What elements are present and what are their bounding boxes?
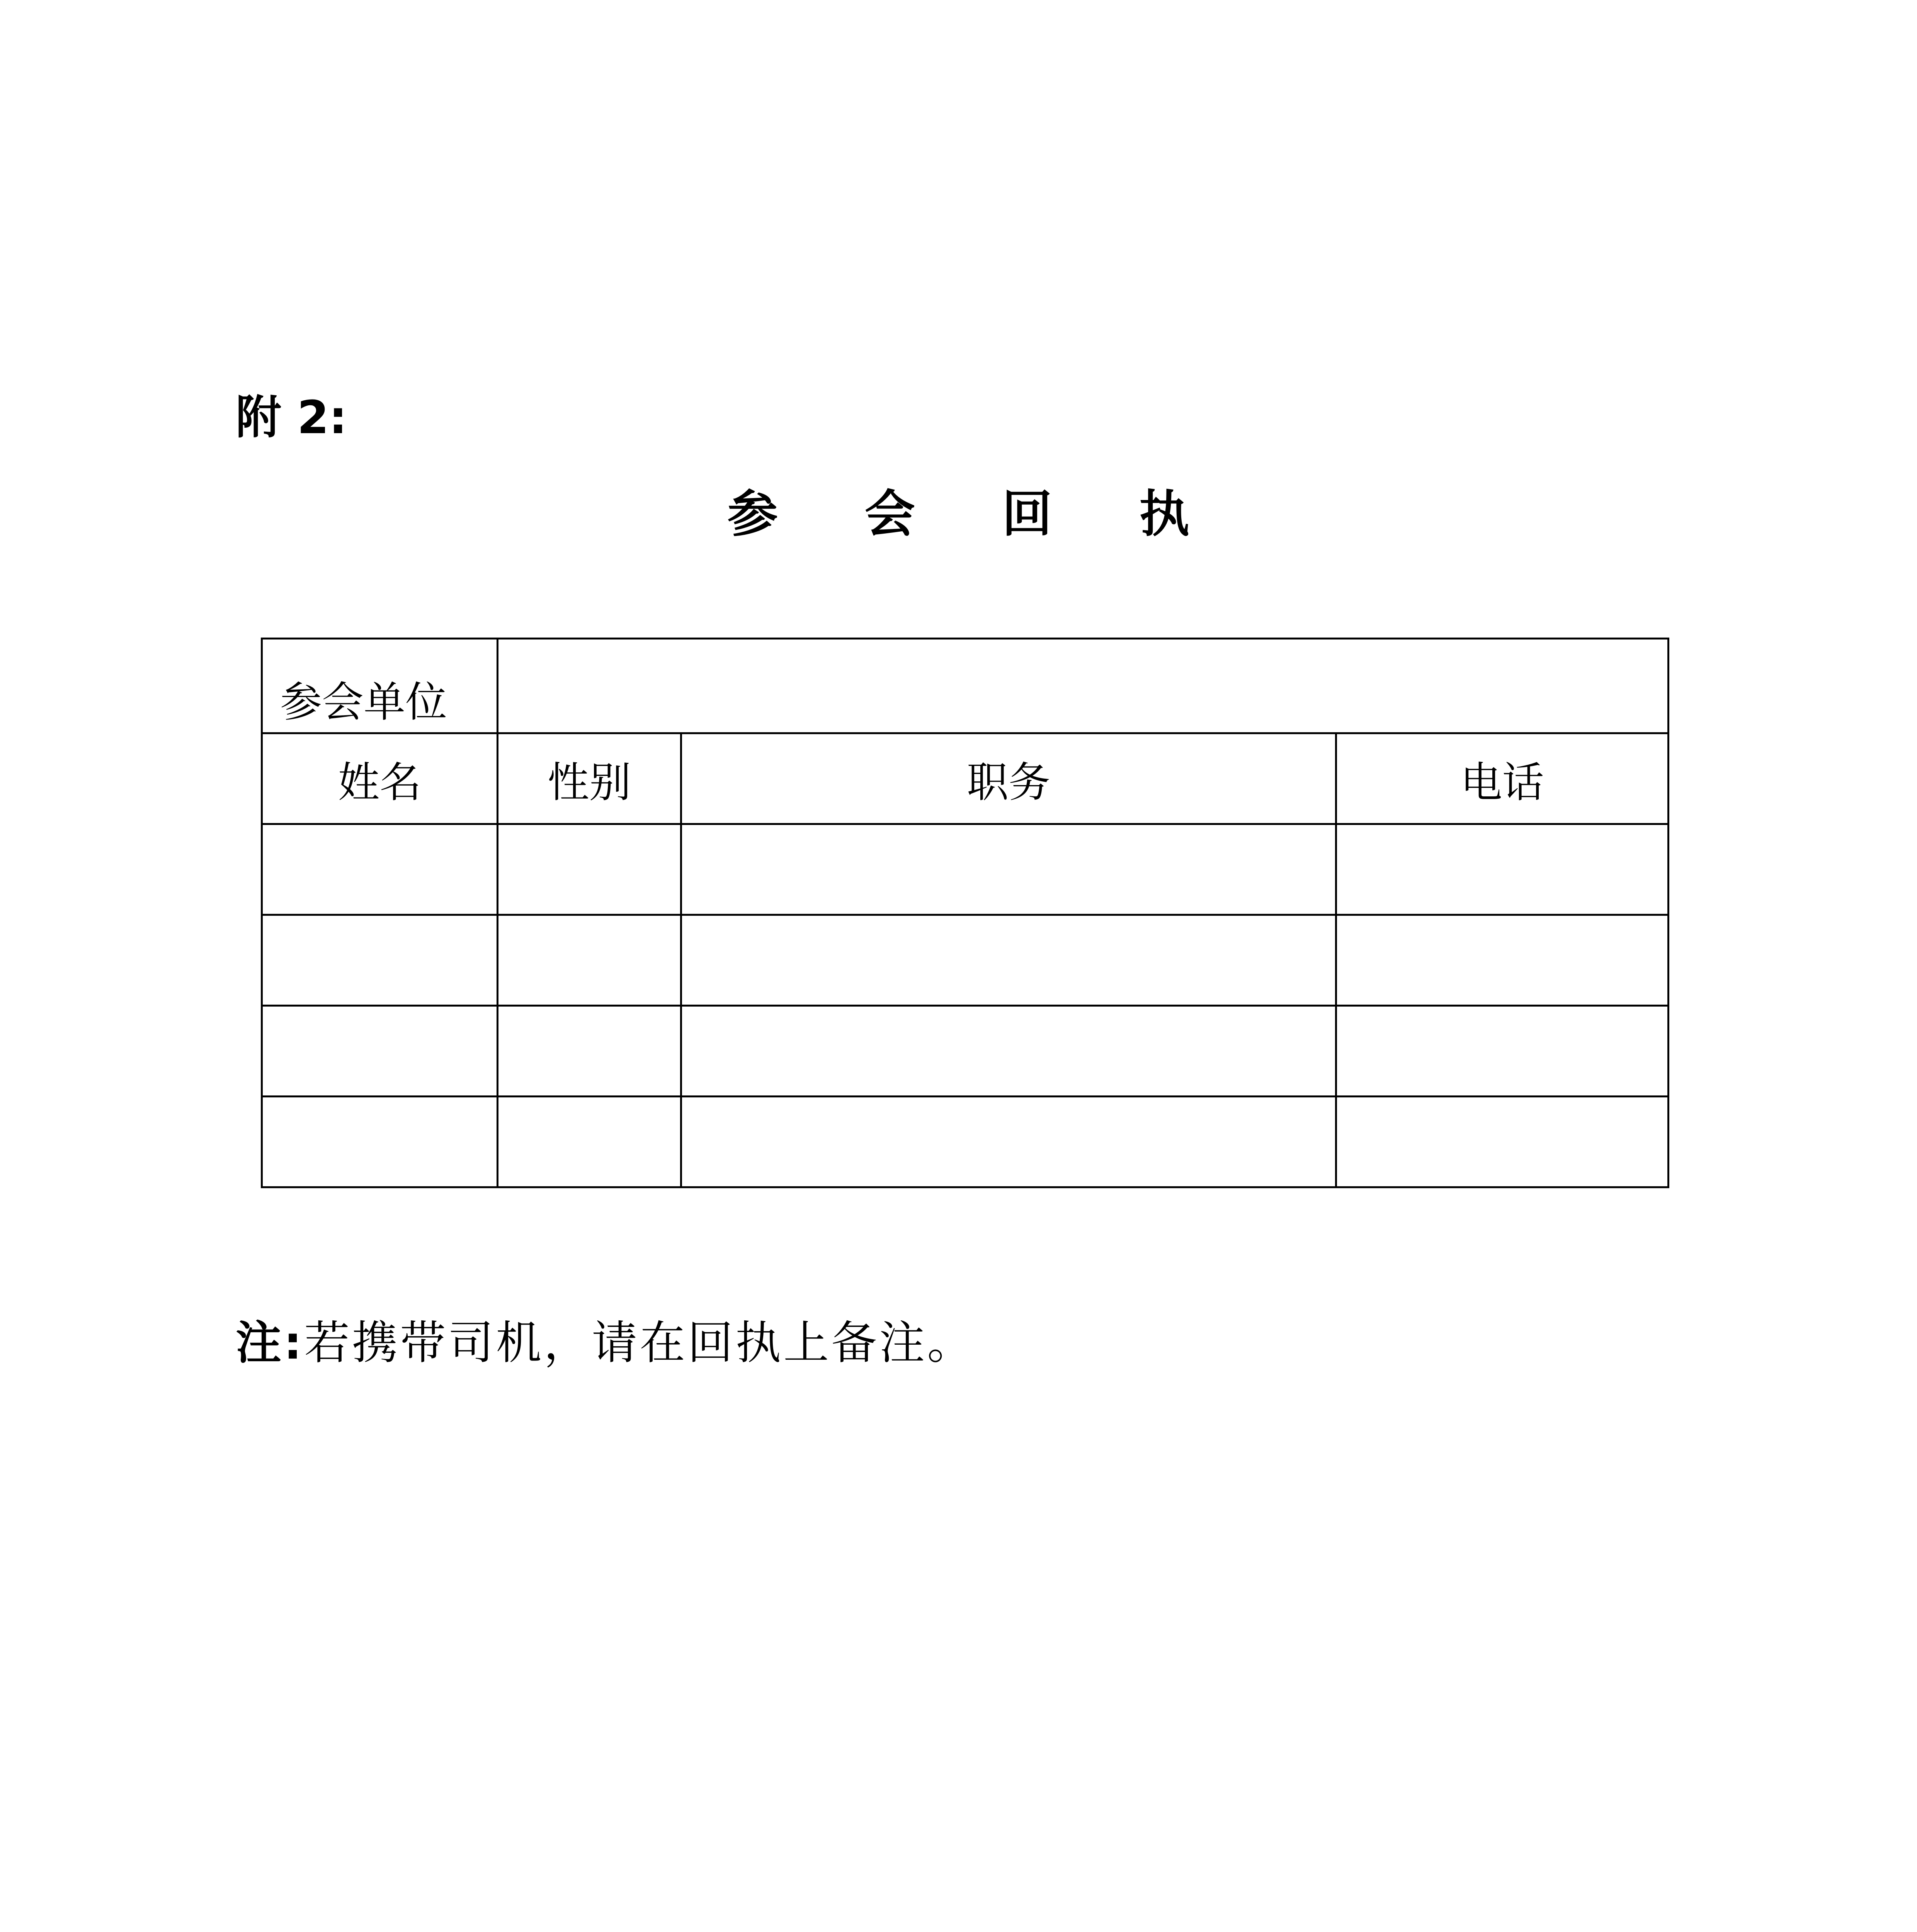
note-text: 若携带司机，请在回执上备注。 xyxy=(304,1316,975,1369)
gender-cell[interactable] xyxy=(498,1006,681,1097)
name-cell[interactable] xyxy=(262,824,498,915)
column-header-position: 职务 xyxy=(681,733,1336,824)
document-title: 参 会 回 执 xyxy=(727,485,1225,543)
phone-cell[interactable] xyxy=(1336,915,1669,1006)
gender-cell[interactable] xyxy=(498,915,681,1006)
position-cell[interactable] xyxy=(681,1097,1336,1187)
gender-cell[interactable] xyxy=(498,1097,681,1187)
table-row xyxy=(262,824,1669,915)
name-cell[interactable] xyxy=(262,915,498,1006)
note-prefix: 注: xyxy=(236,1316,304,1369)
unit-row xyxy=(262,639,1669,733)
name-cell[interactable] xyxy=(262,1097,498,1187)
phone-cell[interactable] xyxy=(1336,1006,1669,1097)
name-cell[interactable] xyxy=(262,1006,498,1097)
phone-cell[interactable] xyxy=(1336,1097,1669,1187)
note-line xyxy=(236,1314,975,1372)
attachment-label: 附 2: xyxy=(236,391,347,444)
unit-label: 参会单位 xyxy=(262,639,498,733)
table-row xyxy=(262,1006,1669,1097)
attendance-form-table xyxy=(261,638,1669,1188)
column-header-gender: 性别 xyxy=(498,733,681,824)
table-row xyxy=(262,1097,1669,1187)
header-row xyxy=(262,733,1669,824)
position-cell[interactable] xyxy=(681,1006,1336,1097)
phone-cell[interactable] xyxy=(1336,824,1669,915)
column-header-phone: 电话 xyxy=(1336,733,1669,824)
gender-cell[interactable] xyxy=(498,824,681,915)
column-header-name: 姓名 xyxy=(262,733,498,824)
position-cell[interactable] xyxy=(681,824,1336,915)
position-cell[interactable] xyxy=(681,915,1336,1006)
table-row xyxy=(262,915,1669,1006)
unit-input-cell[interactable] xyxy=(498,639,1669,733)
